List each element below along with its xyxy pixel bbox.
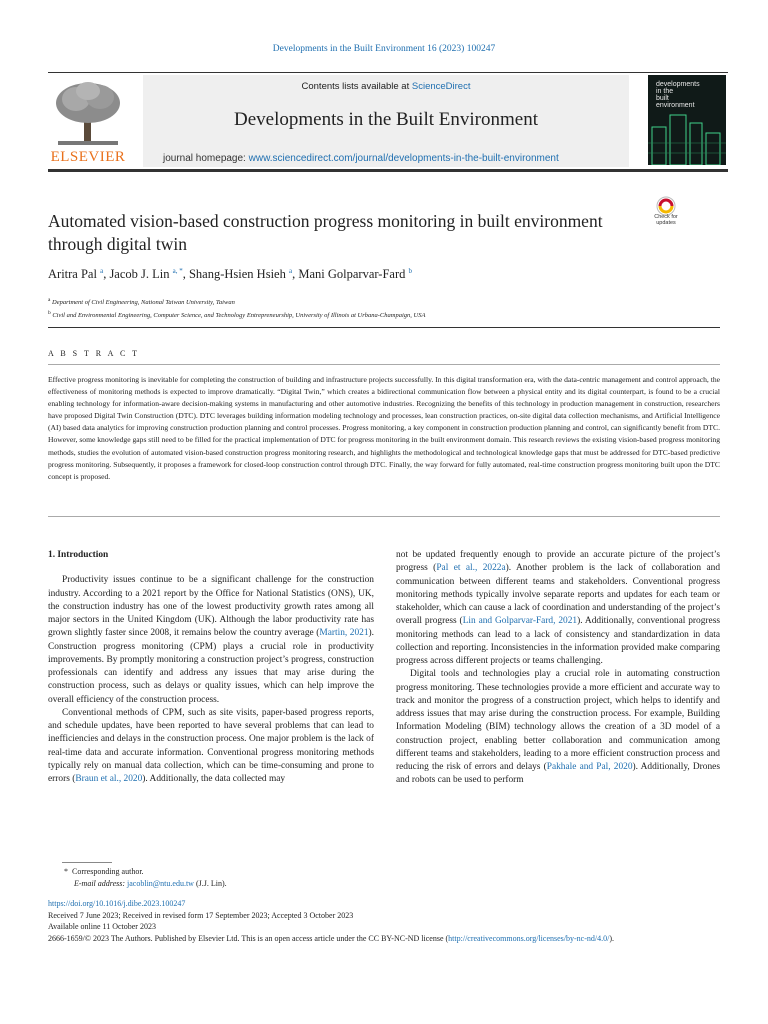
author-affiliation-mark[interactable]: a, * <box>172 267 183 275</box>
divider <box>48 327 720 328</box>
journal-citation[interactable]: Developments in the Built Environment 16 (2023) 100247 <box>272 44 496 54</box>
cover-text-4: environment <box>656 102 695 109</box>
author-name[interactable]: Jacob J. Lin <box>109 267 170 282</box>
body-paragraph <box>48 574 374 707</box>
body-column-right <box>396 549 720 788</box>
citation-link[interactable]: Pal et al., 2022a <box>436 563 506 574</box>
body-paragraph <box>396 668 720 787</box>
citation-link[interactable]: Martin, 2021 <box>319 628 369 639</box>
check-updates-line1: Check for <box>654 214 678 220</box>
publication-info <box>48 898 720 944</box>
cover-text-2: in the <box>656 88 674 95</box>
author-name[interactable]: Shang-Hsien Hsieh <box>188 267 286 282</box>
doi-link[interactable]: https://doi.org/10.1016/j.dibe.2023.100247 <box>48 899 186 908</box>
affiliations <box>48 295 425 321</box>
author-list: Aritra Pal $^a$, Jacob J. Lin $^{a, *}$, Shang-Hsien Hsieh $^a$, Mani Golparvar-Fard $^b$ <box>48 267 412 282</box>
affiliation-text: Department of Civil Engineering, National Taiwan University, Taiwan <box>52 299 235 307</box>
divider <box>48 516 720 517</box>
contents-prefix: Contents lists available at <box>301 81 412 92</box>
divider <box>48 364 720 365</box>
footnote-label: Corresponding author. <box>72 867 144 876</box>
footnote-line <box>62 866 227 878</box>
footnote-divider <box>62 862 112 863</box>
paragraph-text: ). Another problem is the lack of collaboration and communication between different teams and stakeholders. Conventional progress monitoring methods typically involve separate reports and updates for each team or stakeholder, which can cause a lack of coordination and understanding of the project’s overall progress ( <box>396 563 721 627</box>
banner-center <box>143 75 629 167</box>
paragraph-text: ). Additionally, Drones and robots can be used to perform <box>396 762 720 786</box>
license-link[interactable]: http://creativecommons.org/licenses/by-nc-nd/4.0/ <box>448 933 610 943</box>
article-title: Automated vision-based construction progress monitoring in built environment through digital twin <box>48 211 603 254</box>
elsevier-wordmark: ELSEVIER <box>50 149 126 165</box>
contents-line <box>143 81 629 92</box>
body-paragraph <box>396 549 720 668</box>
license-line <box>48 933 720 945</box>
email-link[interactable]: jacoblin@ntu.edu.tw <box>127 879 194 888</box>
affiliation-mark: b <box>48 310 51 317</box>
cover-text-1: developments <box>656 81 700 88</box>
journal-cover-thumbnail[interactable] <box>648 75 726 165</box>
paragraph-text: not be updated frequently enough to provide an accurate picture of the project’s progress ( <box>396 550 720 574</box>
license-text: 2666-1659/© 2023 The Authors. Published by Elsevier Ltd. This is an open access article under the CC BY-NC-ND license ( <box>48 933 449 943</box>
citation-link[interactable]: Lin and Golparvar-Fard, 2021 <box>462 616 578 627</box>
paragraph-text: ). Additionally, conventional progress monitoring methods can lead to a lack of consistency and standardization in data collection and reporting. Inconsistencies in the information provided make comparing progress across different projects or teams challenging. <box>396 616 721 666</box>
section-heading: 1. Introduction <box>48 550 109 560</box>
journal-title: Developments in the Built Environment <box>234 109 538 130</box>
body-paragraph <box>48 707 374 787</box>
citation-link[interactable]: Braun et al., 2020 <box>75 774 143 784</box>
affiliation-text: Civil and Environmental Engineering, Computer Science, and Technology Entrepreneurship, University of Illinois at Urbana-Champaign, USA <box>52 312 426 320</box>
abstract-text: Effective progress monitoring is inevitable for completing the construction of building and infrastructure projects successfully. In this digital transformation era, with the data-centric management and control approach, the effectiveness of monitoring methods is expected to improve dramatically. “Digital Twin,” which creates a bidirectional communication flow between a physical entity and its digital counterpart, is found to be a crucial enabling technology for information-aware decision-making systems in manufacturing and other automotive industries. Recognizing the benefits of this technology in production management in construction, researchers have proposed Digital Twin Construction (DTC). DTC leverages building information modeling technology and processes, lean construction practices, on-site digital data collection mechanisms, and Artificial Intelligence (AI) based data analytics for improving construction production planning and control processes. Progress monitoring, a key component in construction production planning and control, can significantly benefit from DTC. However, some knowledge gaps still need to be filled for the practical implementation of DTC for progress monitoring in the built environment domain. This research reviews the existing vision-based progress monitoring methods, studies the evolution of automated vision-based construction progress monitoring research, and highlights the methodological and technological knowledge gaps that must be addressed for DTC-based predictive progress monitoring. Subsequently, it proposes a framework for closed-loop construction control through DTC. Finally, the way forward for fully automated, real-time construction progress monitoring built upon the DTC concept is proposed. <box>48 375 720 481</box>
paragraph-text: Digital tools and technologies play a crucial role in automating construction progress monitoring. These technologies provide a more efficient and accurate way to track and monitor the progress of a construction project, which helps to identify and address issues that may arise during the construction process. For example, Building Information Modeling (BIM) technology allows the creation of a 3D model of a construction project, enabling better collaboration and communication among different teams and stakeholders, leading to a more efficient construction process and reducing the risk of errors and delays ( <box>396 669 720 772</box>
email-label: E-mail address: <box>74 879 126 888</box>
footnote-email-line <box>62 878 227 890</box>
body-column-left <box>48 549 374 786</box>
homepage-label: journal homepage: <box>163 153 249 164</box>
sciencedirect-link[interactable]: ScienceDirect <box>411 81 471 92</box>
corresponding-author-footnote <box>62 866 227 890</box>
online-date: Available online 11 October 2023 <box>48 922 156 931</box>
check-updates-label <box>648 214 684 226</box>
check-updates-line2: updates <box>656 220 676 226</box>
email-person: (J.J. Lin). <box>195 879 227 888</box>
abstract-heading: A B S T R A C T <box>48 349 140 358</box>
author-affiliation-mark[interactable]: a <box>100 267 104 275</box>
affiliation-item <box>48 308 425 321</box>
paragraph-text: ). Construction progress monitoring (CPM) plays a crucial role in productivity improvements. By promptly monitoring a construction project’s progress, construction professionals can identify and address any issues that may arise during the construction process, such as delays or quality issues, which can help improve the overall efficiency of the construction process. <box>48 628 374 705</box>
journal-banner <box>48 72 728 172</box>
paragraph-text: ). Additionally, the data collected may <box>142 774 286 784</box>
cover-graphic-icon <box>648 103 726 165</box>
paragraph-text: Productivity issues continue to be a significant challenge for the construction industry. According to a 2021 report by the Office for National Statistics (ONS), UK, the construction industry has one of the lowest productivity growth rates among all major sectors in the United Kingdom (UK). Although the labor productivity rate has grown slightly faster since 2008, it remains below the country average ( <box>48 575 374 639</box>
author-affiliation-mark[interactable]: b <box>408 267 412 275</box>
journal-homepage-line <box>163 153 559 164</box>
affiliation-mark: a <box>48 297 51 303</box>
citation-link[interactable]: Pakhale and Pal, 2020 <box>546 762 633 772</box>
affiliation-item <box>48 295 425 308</box>
check-updates-icon <box>648 196 684 216</box>
license-text: ). <box>609 933 614 943</box>
author-name[interactable]: Mani Golparvar-Fard <box>298 267 406 282</box>
footnote-symbol: * <box>64 867 68 876</box>
paragraph-text: Conventional methods of CPM, such as site visits, paper-based progress reports, and schedule updates, have been reported to have several problems that can lead to inefficiencies and delays in the construction process. One major problem is the lack of real-time data and accurate information. Conventional progress monitoring methods typically rely on manual data collection, which can be time-consuming and prone to errors ( <box>48 707 374 784</box>
received-dates: Received 7 June 2023; Received in revised form 17 September 2023; Accepted 3 October 2023 <box>48 910 354 920</box>
cover-text-3: built <box>656 95 669 102</box>
author-affiliation-mark[interactable]: a <box>288 267 293 275</box>
author-name[interactable]: Aritra Pal <box>48 267 97 282</box>
homepage-link[interactable]: www.sciencedirect.com/journal/developments-in-the-built-environment <box>248 153 559 164</box>
